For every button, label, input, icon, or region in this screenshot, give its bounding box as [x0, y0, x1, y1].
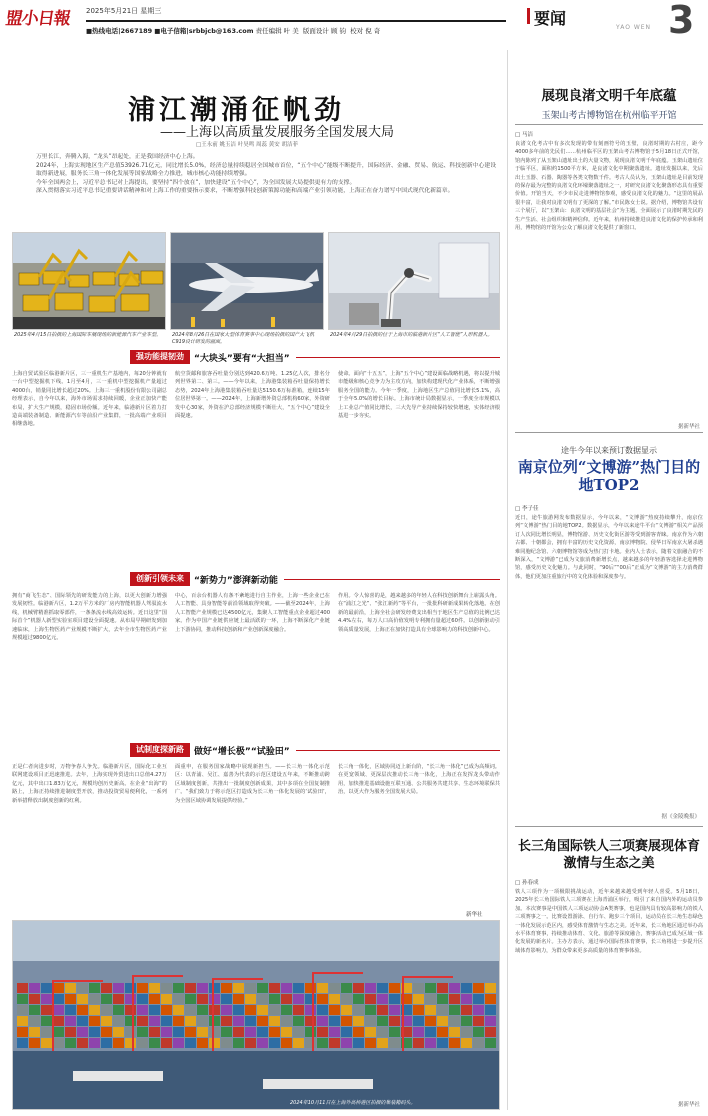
main-subheadline: ——上海以高质量发展服务全国发展大局 — [160, 125, 395, 140]
main-byline: □王永前 姚玉洁 叶昊鸣 周蕊 黄安 胡洁菲 — [196, 142, 298, 148]
photo-robot — [328, 232, 500, 330]
section3-banner — [130, 743, 500, 757]
section3-col1: 正是仁者向进步时，万物争春人争先。临港新片区，国际化工业互联网建设项目正迅速推进。去年，上海实现外贸进出口总值4.27万亿元，其中出口1.83万亿元，规模均创历史新高。在企业“出海”的路上，上海正持续推进制度型开放，推动投资贸易便利化，一系列新举措释放出制度创新的红利。 — [12, 764, 167, 804]
story2-kicker: 途牛今年以来预订数据显示 — [561, 446, 657, 455]
section3-col2: 面重申，在服务国家战略中展现新担当。——长三角一体化示范区：以青浦、吴江、嘉善为代表的示范区建设五年来，不断推动跨区域制度创新，共推出一批制度创新成果，其中多项在全国复制推广。“我们致力于将示范区打造成为长三角一体化发展的‘试验田’，为全国区域协调发展提供经验。” — [175, 764, 330, 804]
photo-caption-3: 2024年4月29日拍摄的位于上海市的临港新片区“人工智能”人形机器人。 — [330, 332, 493, 338]
section-title: 要闻 — [534, 9, 567, 28]
main-headline: 浦江潮涌征帆劲 — [128, 95, 345, 126]
designer: 版面设计 顾 钧 — [302, 27, 347, 35]
section1-col1: 上海自贸试验区临港新片区，三一重机生产基地内，每20分钟就有一台中型挖掘机下线。1月至4月，三一重机中型挖掘机产量超过4000台，销量同比增长超过20%。上海三一重机股份有限公司副总经理表示，自今年以来，海外市场需求持续回暖，企业正加快产能布局，扩大生产规模，稳固市场份额。近年来，临港新片区着力打造高端装备制造、新能源汽车等前沿产业集群，一批高端产业项目相继落地。 — [12, 371, 167, 428]
section1-banner — [130, 350, 500, 364]
hotline: ■热线电话|2667189 — [86, 27, 153, 35]
issue-date: 2025年5月21日 星期三 — [86, 7, 162, 15]
section-bar — [527, 8, 530, 24]
section1-tag: 强功能提韧劲 — [130, 350, 190, 364]
section1-title: “大块头”要有“大担当” — [194, 353, 290, 364]
masthead-contacts — [86, 26, 380, 35]
story1-body: 良渚文化考古中有多次发现的带有刻画符号的玉璧，良渚时期的古村庄，距今4000多年前的先民们……杭州临平区的玉架山考古博物馆于5月18日正式开馆，馆内陈列了从玉架山遗址出土的大量文物，展现良渚文明千年底蕴。玉架山遗址位于临平区，面积约1500平方米，是良渚文化中期聚落遗址。遗址发掘以来，先后出土玉器、石器、陶器等各类文物数千件。考古人员认为，玉架山遗址是目前发现的保存最为完整的良渚文化环壕聚落遗址之一，对研究良渚文化聚落形态具有重要价值。开馆当天，不少市民走进博物馆参观，感受良渚文化的魅力。“这里的展品很丰富，让我对良渚文明有了更深的了解。”市民陈女士说。据介绍，博物馆共设有三个展厅，以“玉架山：良渚文明的基层社会”为主题，全面展示了良渚时期先民的生产生活、社会组织和精神信仰。近年来，杭州持续推进良渚文化的保护传承和利用，博物馆的开馆为公众了解良渚文化提供了新窗口。 — [515, 141, 703, 232]
section3-title: 做好“增长极”“试验田” — [194, 746, 290, 757]
column-divider — [507, 50, 508, 1110]
photo-caption-1: 2025年4月15日拍摄的上海国际车展现场的新能源汽车产业车型。 — [14, 332, 162, 338]
section1-col3: 使命。面向“十五五”，上海“五个中心”建设面临战略机遇，将以提升城市能级和核心竞争力为主攻方向，加快构建现代化产业体系，不断增强服务全国的能力。今年一季度，上海地区生产总值同比增长5.1%，高于全年5.0%的增长目标。上海市统计局数据显示，一季度全市规模以上工业总产值同比增长，三大先导产业持续保持较快增速，实体经济根基进一步夯实。 — [338, 371, 500, 420]
page-number: 3 — [668, 0, 695, 42]
proofreader: 校对 倪 奇 — [350, 27, 381, 35]
section2-col1: 拥有“商飞生态”、国际领先的研发能力的上海，以更大创新力增强发展韧性。临港新片区，1.2万平方米的厂房内智能机器人驾驭流水线，机械臂精准抓取零部件，一条条流水线高效运转。近日这里“国际首个”机器人新型实验室项目建设全面提速。从布局早期研发到加速临床，上海生物医药产业规模不断扩大，去年全市生物医药产业规模超过9800亿元。 — [12, 593, 167, 642]
section2-col3: 作用。令人惊喜的是，越来越多的年轻人在科技创新舞台上崭露头角。在“浦江之光”、“张江新药”等平台，一批批科研新成果转化落地。在创新的最前沿，上海全社会研发经费支出相当于地区生产总值的比例已达4.4%左右，每万人口高价值发明专利拥有量超过60件。以创新驱动引领高质量发展，上海正在加快打造具有全球影响力的科技创新中心。 — [338, 593, 500, 633]
photo-container-port — [12, 920, 500, 1110]
story2-source: 据《金陵晚报》 — [661, 814, 700, 820]
main-source: 新华社 — [466, 912, 483, 918]
section1-col2: 航空货邮和旅客吞吐量分别达到420.6万吨、1.25亿人次，排名分列世界第二、第三。——今年以来，上海港集装箱吞吐量保持增长态势，2024年上海港集装箱吞吐量达5150.6万标准箱，连续15年位居世界第一。——2024年，上海新增外资总部机构60家，外资研发中心30家，外资在沪总部经济规模不断壮大，“五个中心”建设全面提速。 — [175, 371, 330, 420]
story3-body: 铁人三项作为一项极限挑战运动，近年来越来越受到年轻人喜爱。5月18日，2025年长三角国际铁人三项赛在上海青浦区举行，吸引了来自国内外的运动员参加。本次赛事是中国铁人三项运动协会A类赛事，也是国内具有较高影响力的铁人三项赛事之一。比赛设置游泳、自行车、跑步三个项目，运动员在长三角生态绿色一体化发展示范区内，感受体育激情与生态之美。近年来，长三角地区通过举办高水平体育赛事，持续推动体育、文化、旅游等深度融合，赛事活动已成为区域一体化发展的新名片。主办方表示，通过举办国际性体育赛事，长三角将进一步提升区域体育影响力，为群众带来更多高质量的体育赛事体验。 — [515, 889, 703, 954]
story1-title-wrap — [515, 84, 703, 121]
photo-caption-2: 2024年8月26日在国家大型体育赛事中心现场拍摄的国产大飞机C919设计研发的画面。 — [172, 332, 315, 345]
section2-col2: 中心，百余台机器人有条不紊地进行自主作业，上海一些企业已在人工智能、具身智能等前沿领域取得突破。——截至2024年，上海人工智能产业规模已达4500亿元，集聚人工智能重点企业超过400家。作为中国产业链供应链上最活跃的一环，上海不断深化产业链上下游协同，推动科技创新和产业创新深度融合。 — [175, 593, 330, 633]
section2-title: “新势力”澎湃新动能 — [194, 575, 278, 586]
section3-tag: 试制度探新路 — [130, 743, 190, 757]
section3-col3: 长三角一体化，区域协同迈上新台阶，“长三角一体化”已成为高频词。在更宽领域、更深层次推动长三角一体化，上海正在发挥龙头带动作用，加快推进基础设施互联互通、公共服务共建共享、生态环境联保共治，以更大作为服务全国发展大局。 — [338, 764, 500, 796]
section-subtitle: YAO WEN — [616, 24, 652, 31]
photo-aircraft — [170, 232, 324, 330]
story2-title: 南京位列“文博游”热门目的地TOP2 — [517, 458, 701, 494]
story3-dateline: □ 孙春成 — [515, 880, 539, 886]
responsible-editor: 责任编辑 叶 美 — [255, 27, 299, 35]
story1-subtitle: 玉架山考古博物馆在杭州临平开馆 — [541, 111, 677, 121]
section2-banner — [130, 572, 500, 586]
bottom-photo-caption: 2024年10月11日在上海外高桥港区拍摄的集装箱码头。 — [290, 1100, 416, 1106]
story2-body: 近日，途牛旅游网发布数据显示，今年以来，“文博游”热度持续攀升，南京位列“文博游”热门目的地TOP2。数据显示，今年以来途牛平台“文博游”相关产品预订人次同比增长明显，博物馆游、历史文化街区游等受到游客青睐。南京作为六朝古都、十朝都会，拥有丰富的历史文化资源，南京博物院、侵华日军南京大屠杀遇难同胞纪念馆、六朝博物馆等成为热门打卡地。业内人士表示，随着文旅融合的不断深入，“文博游”已成为文旅消费新增长点，越来越多的年轻游客选择走进博物馆，感受历史文化魅力。与此同时，“90后”“00后”正成为“文博游”的主力消费群体，他们更加注重旅行中的文化体验和深度参与。 — [515, 515, 703, 580]
newspaper-logo: 盟小日報 — [4, 9, 72, 29]
story2-dateline: □ 李子佳 — [515, 506, 539, 512]
email: ■电子信箱|srbbjcb@163.com — [154, 27, 254, 35]
section2-tag: 创新引领未来 — [130, 572, 190, 586]
story3-title: 长三角国际铁人三项赛展现体育激情与生态之美 — [517, 839, 700, 871]
story1-source: 据新华社 — [677, 424, 700, 430]
photo-excavators — [12, 232, 166, 330]
masthead-rule — [86, 20, 506, 22]
story1-dateline: □ 马洁 — [515, 132, 533, 138]
main-lead: 万里长江，奔腾入海，“龙头”昂起处，正是我国经济中心上海。 2024年，上海实现地区生产总值53926.71亿元，同比增长5.0%，经济总量持续稳居全国城市首位，“五个中心”能级不断提升，国际经济、金融、贸易、航运、科技创新中心建设取得新进展，服务长三角一体化发展等国家战略全力推进，城市核心功能持续增强。 今年全国两会上，习近平总书记对上海提出，要坚持“四个放在”，加快建设“五个中心”，为全国发展大局提供更有力的支撑。 深入贯彻落实习近平总书记重要讲话精神和对上海工作的重要指示要求，不断增强科技创新策源功能和高端产业引领功能，上海正在奋力谱写中国式现代化新篇章。 — [36, 154, 496, 195]
story1-title: 展现良渚文明千年底蕴 — [541, 88, 677, 104]
story3-source: 据新华社 — [677, 1102, 700, 1108]
